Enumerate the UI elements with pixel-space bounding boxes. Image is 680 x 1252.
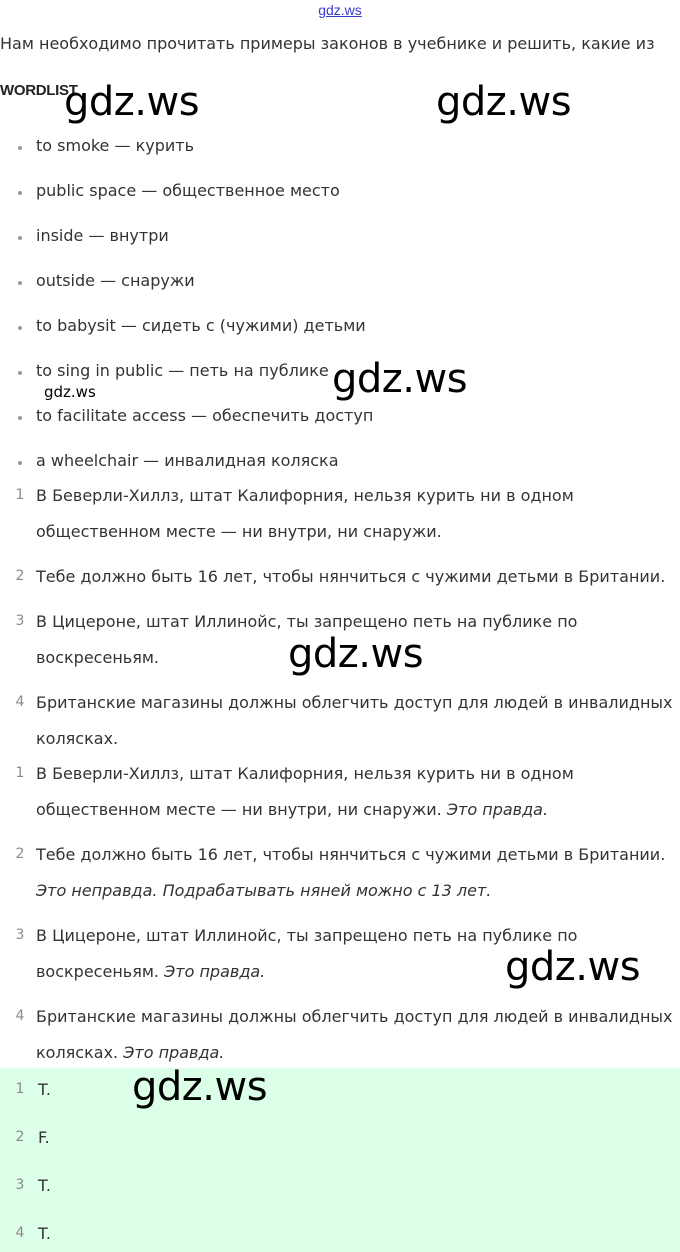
bullet-icon: [18, 281, 22, 285]
checked-statement: [36, 837, 680, 909]
statement-text: Тебе должно быть 16 лет, чтобы нянчиться с чужими детьми в Британии.: [36, 845, 666, 864]
answer-value: T.: [38, 1224, 51, 1243]
bullet-icon: [18, 326, 22, 330]
answer-value: T.: [38, 1080, 51, 1099]
bullet-icon: [18, 416, 22, 420]
translation-text: В Беверли-Хиллз, штат Калифорния, нельзя курить ни в одном общественном месте — ни внутри, ни снаружи.: [36, 486, 574, 541]
item-number: 1: [15, 765, 25, 781]
translation-text: В Цицероне, штат Иллинойс, ты запрещено петь на публике по воскресеньям.: [36, 612, 578, 667]
bullet-icon: [18, 191, 22, 195]
statement-text: Британские магазины должны облегчить доступ для людей в инвалидных колясках.: [36, 1007, 673, 1062]
watermark: gdz.ws: [436, 79, 572, 125]
answer-number: 4: [15, 1225, 25, 1241]
answers-panel: [0, 1064, 680, 1252]
item-number: 1: [15, 487, 25, 503]
item-number: 4: [15, 1008, 25, 1024]
wordlist-item: a wheelchair — инвалидная коляска: [36, 451, 339, 470]
answer-value: F.: [38, 1128, 50, 1147]
item-number: 3: [15, 927, 25, 943]
wordlist-item: public space — общественное место: [36, 181, 340, 200]
wordlist-item: outside — снаружи: [36, 271, 195, 290]
wordlist-heading: WORDLIST: [0, 82, 78, 99]
wordlist-item: to facilitate access — обеспечить доступ: [36, 406, 374, 425]
wordlist-item: to babysit — сидеть с (чужими) детьми: [36, 316, 366, 335]
watermark: gdz.ws: [288, 631, 424, 677]
translation-text: Тебе должно быть 16 лет, чтобы нянчиться с чужими детьми в Британии.: [36, 567, 666, 586]
bullet-icon: [18, 146, 22, 150]
wordlist-item: to sing in public — петь на публике: [36, 361, 329, 380]
watermark: gdz.ws: [64, 79, 200, 125]
answer-number: 3: [15, 1177, 25, 1193]
item-number: 4: [15, 694, 25, 710]
verdict-note: Это правда.: [164, 962, 266, 981]
bullet-icon: [18, 371, 22, 375]
wordlist-item: inside — внутри: [36, 226, 169, 245]
site-link[interactable]: gdz.ws: [318, 2, 362, 18]
checked-statement: [36, 999, 680, 1071]
bullet-icon: [18, 461, 22, 465]
item-number: 3: [15, 613, 25, 629]
verdict-note: Это неправда. Подрабатывать няней можно с 13 лет.: [36, 881, 492, 900]
verdict-note: Это правда.: [123, 1043, 225, 1062]
wordlist-item: to smoke — курить: [36, 136, 195, 155]
item-number: 2: [15, 846, 25, 862]
verdict-note: Это правда.: [446, 800, 549, 819]
watermark: gdz.ws: [332, 356, 468, 402]
checked-statement: [36, 756, 680, 828]
watermark: gdz.ws: [505, 944, 641, 990]
answer-value: T.: [38, 1176, 51, 1195]
intro-text: Нам необходимо прочитать примеры законов в учебнике и решить, какие из: [0, 34, 655, 53]
translation-text: Британские магазины должны облегчить доступ для людей в инвалидных колясках.: [36, 693, 673, 748]
statement-text: В Цицероне, штат Иллинойс, ты запрещено петь на публике по воскресеньям.: [36, 926, 578, 981]
watermark: gdz.ws: [132, 1064, 268, 1110]
watermark: gdz.ws: [44, 383, 96, 401]
item-number: 2: [15, 568, 25, 584]
answer-number: 1: [15, 1081, 25, 1097]
statement-text: В Беверли-Хиллз, штат Калифорния, нельзя курить ни в одном общественном месте — ни внутри, ни снаружи.: [36, 764, 574, 819]
bullet-icon: [18, 236, 22, 240]
answer-number: 2: [15, 1129, 25, 1145]
